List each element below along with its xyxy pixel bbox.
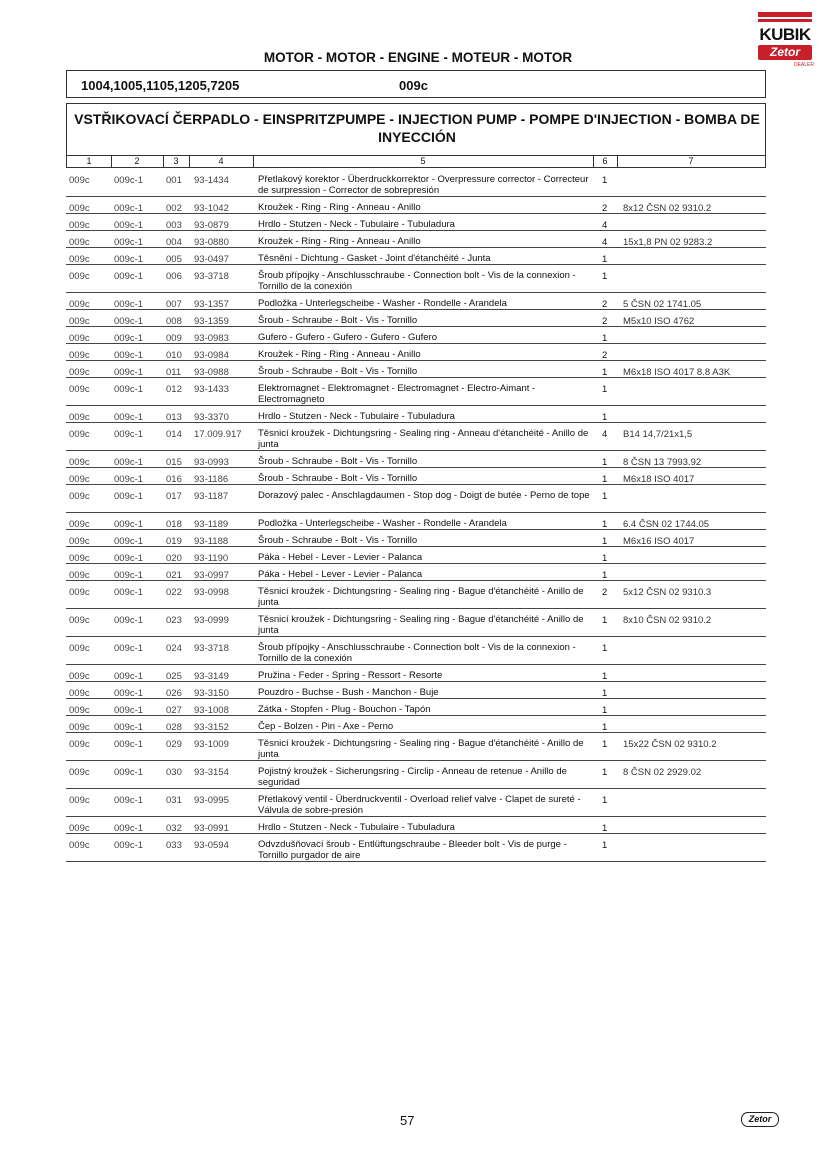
logo-zetor: Zetor [758, 45, 812, 60]
cell-part-number: 93-1189 [194, 519, 229, 530]
table-row [66, 664, 766, 682]
cell-position: 025 [166, 671, 182, 682]
cell-position: 024 [166, 643, 182, 654]
cell-position: 028 [166, 722, 182, 733]
cell-description: Elektromagnet - Elektromagnet - Electromagnet - Electro-Aimant - Electromagneto [258, 383, 536, 405]
cell-description: Dorazový palec - Anschlagdaumen - Stop dog - Doigt de butée - Perno de tope [258, 490, 590, 501]
cell-note: M6x18 ISO 4017 8.8 A3K [623, 367, 731, 378]
cell-quantity: 1 [602, 722, 608, 733]
cell-position: 031 [166, 795, 182, 806]
cell-note: 8x12 ČSN 02 9310.2 [623, 203, 712, 214]
cell-part-number: 93-1187 [194, 491, 229, 502]
cell-description: Pojistný kroužek - Sicherungsring - Circlip - Anneau de retenue - Anillo de seguridad [258, 766, 567, 788]
cell-section: 009c [69, 840, 90, 851]
cell-quantity: 1 [602, 643, 608, 654]
cell-description: Těsnicí kroužek - Dichtungsring - Sealing ring - Bague d'étanchéité - Anillo de junta [258, 614, 584, 636]
cell-figure: 009c-1 [114, 553, 144, 564]
cell-figure: 009c-1 [114, 384, 144, 395]
cell-figure: 009c-1 [114, 350, 144, 361]
cell-figure: 009c-1 [114, 722, 144, 733]
table-row [66, 563, 766, 581]
cell-description: Odvzdušňovací šroub - Entlüftungschraube - Bleeder bolt - Vis de purge - Tornillo purgador de aire [258, 839, 567, 861]
cell-quantity: 4 [602, 429, 608, 440]
cell-figure: 009c-1 [114, 739, 144, 750]
table-row [66, 833, 766, 862]
cell-section: 009c [69, 767, 90, 778]
cell-position: 032 [166, 823, 182, 834]
cell-position: 022 [166, 587, 182, 598]
cell-figure: 009c-1 [114, 536, 144, 547]
cell-description: Zátka - Stopfen - Plug - Bouchon - Tapón [258, 704, 431, 715]
cell-position: 019 [166, 536, 182, 547]
table-row [66, 529, 766, 547]
cell-description: Šroub - Schraube - Bolt - Vis - Tornillo [258, 535, 418, 546]
col-header-7: 7 [688, 156, 694, 166]
cell-figure: 009c-1 [114, 643, 144, 654]
cell-figure: 009c-1 [114, 587, 144, 598]
cell-part-number: 93-0998 [194, 587, 229, 598]
cell-description: Šroub - Schraube - Bolt - Vis - Tornillo [258, 473, 418, 484]
cell-position: 012 [166, 384, 182, 395]
part-title [67, 110, 767, 146]
cell-figure: 009c-1 [114, 333, 144, 344]
cell-quantity: 1 [602, 457, 608, 468]
cell-figure: 009c-1 [114, 367, 144, 378]
cell-section: 009c [69, 671, 90, 682]
cell-position: 010 [166, 350, 182, 361]
table-row [66, 360, 766, 378]
cell-quantity: 1 [602, 519, 608, 530]
cell-section: 009c [69, 429, 90, 440]
cell-description: Hrdlo - Stutzen - Neck - Tubulaire - Tubuladura [258, 411, 455, 422]
cell-quantity: 1 [602, 570, 608, 581]
cell-part-number: 17.009.917 [194, 429, 242, 440]
cell-figure: 009c-1 [114, 688, 144, 699]
cell-section: 009c [69, 203, 90, 214]
cell-figure: 009c-1 [114, 299, 144, 310]
cell-section: 009c [69, 474, 90, 485]
table-row [66, 326, 766, 344]
cell-figure: 009c-1 [114, 705, 144, 716]
cell-section: 009c [69, 457, 90, 468]
cell-quantity: 1 [602, 271, 608, 282]
cell-description: Šroub - Schraube - Bolt - Vis - Tornillo [258, 366, 418, 377]
table-row [66, 816, 766, 834]
col-header-2: 2 [134, 156, 140, 166]
cell-part-number: 93-0995 [194, 795, 229, 806]
table-row [66, 760, 766, 789]
cell-part-number: 93-3370 [194, 412, 229, 423]
cell-description: Šroub přípojky - Anschlusschraube - Connection bolt - Vis de la connexion - Tornillo de la conexión [258, 270, 576, 292]
cell-position: 002 [166, 203, 182, 214]
logo-stripes [758, 12, 812, 22]
models-box [66, 70, 766, 98]
cell-note: M5x10 ISO 4762 [623, 316, 695, 327]
cell-quantity: 1 [602, 384, 608, 395]
table-row [66, 309, 766, 327]
cell-part-number: 93-3152 [194, 722, 229, 733]
col-header-3: 3 [173, 156, 179, 166]
table-row [66, 422, 766, 451]
table-header [66, 155, 766, 168]
table-row [66, 247, 766, 265]
cell-part-number: 93-0983 [194, 333, 229, 344]
cell-section: 009c [69, 333, 90, 344]
table-row [66, 213, 766, 231]
cell-note: 6.4 ČSN 02 1744.05 [623, 519, 710, 530]
cell-quantity: 2 [602, 350, 608, 361]
cell-note: 5x12 ČSN 02 9310.3 [623, 587, 712, 598]
cell-part-number: 93-3718 [194, 643, 229, 654]
cell-description: Těsnicí kroužek - Dichtungsring - Sealing ring - Bague d'étanchéité - Anillo de junta [258, 586, 584, 608]
cell-figure: 009c-1 [114, 671, 144, 682]
table-row [66, 608, 766, 637]
page-title: MOTOR - MOTOR - ENGINE - MOTEUR - MOTOR [263, 50, 573, 65]
cell-description: Hrdlo - Stutzen - Neck - Tubulaire - Tubuladura [258, 219, 455, 230]
cell-description: Přetlakový korektor - Überdruckkorrektor - Overpressure corrector - Correcteur de surpression - Corrector de sobrepresión [258, 174, 589, 196]
cell-section: 009c [69, 570, 90, 581]
cell-figure: 009c-1 [114, 840, 144, 851]
cell-section: 009c [69, 722, 90, 733]
table-row [66, 292, 766, 310]
cell-part-number: 93-1042 [194, 203, 229, 214]
cell-quantity: 1 [602, 688, 608, 699]
cell-description: Podložka - Unterlegscheibe - Washer - Rondelle - Arandela [258, 518, 507, 529]
cell-description: Páka - Hebel - Lever - Levier - Palanca [258, 569, 423, 580]
cell-note: M6x18 ISO 4017 [623, 474, 695, 485]
page-number: 57 [400, 1113, 415, 1128]
cell-quantity: 2 [602, 203, 608, 214]
cell-note: 5 ČSN 02 1741.05 [623, 299, 702, 310]
cell-quantity: 4 [602, 220, 608, 231]
table-row [66, 512, 766, 530]
cell-position: 004 [166, 237, 182, 248]
cell-quantity: 1 [602, 412, 608, 423]
cell-section: 009c [69, 299, 90, 310]
cell-description: Šroub - Schraube - Bolt - Vis - Tornillo [258, 456, 418, 467]
cell-figure: 009c-1 [114, 220, 144, 231]
cell-section: 009c [69, 519, 90, 530]
cell-section: 009c [69, 367, 90, 378]
part-title-line1: VSTŘIKOVACÍ ČERPADLO - EINSPRITZPUMPE - INJECTION PUMP - POMPE D'INJECTION - BOMBA DE [74, 111, 760, 127]
table-row [66, 732, 766, 761]
cell-description: Pouzdro - Buchse - Bush - Manchon - Buje [258, 687, 439, 698]
cell-section: 009c [69, 795, 90, 806]
cell-part-number: 93-0879 [194, 220, 229, 231]
cell-figure: 009c-1 [114, 570, 144, 581]
cell-position: 001 [166, 175, 182, 186]
cell-figure: 009c-1 [114, 175, 144, 186]
cell-quantity: 1 [602, 705, 608, 716]
cell-description: Kroužek - Ring - Ring - Anneau - Anillo [258, 349, 421, 360]
cell-figure: 009c-1 [114, 491, 144, 502]
cell-section: 009c [69, 739, 90, 750]
cell-figure: 009c-1 [114, 203, 144, 214]
cell-figure: 009c-1 [114, 767, 144, 778]
cell-quantity: 1 [602, 536, 608, 547]
cell-part-number: 93-0993 [194, 457, 229, 468]
table-row [66, 264, 766, 293]
cell-position: 007 [166, 299, 182, 310]
cell-quantity: 1 [602, 474, 608, 485]
cell-position: 026 [166, 688, 182, 699]
cell-position: 016 [166, 474, 182, 485]
table-row [66, 546, 766, 564]
cell-description: Těsnicí kroužek - Dichtungsring - Sealing ring - Bague d'étanchéité - Anillo de junta [258, 738, 584, 760]
models-list: 1004,1005,1105,1205,7205 [81, 78, 240, 93]
group-code: 009c [399, 78, 428, 93]
cell-quantity: 1 [602, 840, 608, 851]
cell-part-number: 93-1357 [194, 299, 229, 310]
cell-part-number: 93-0988 [194, 367, 229, 378]
cell-description: Těsnicí kroužek - Dichtungsring - Sealing ring - Anneau d'étanchéité - Anillo de junta [258, 428, 589, 450]
cell-quantity: 1 [602, 795, 608, 806]
cell-figure: 009c-1 [114, 615, 144, 626]
table-row [66, 343, 766, 361]
cell-part-number: 93-3154 [194, 767, 229, 778]
cell-part-number: 93-1359 [194, 316, 229, 327]
cell-figure: 009c-1 [114, 316, 144, 327]
part-title-line2: INYECCIÓN [378, 129, 456, 145]
cell-position: 005 [166, 254, 182, 265]
cell-figure: 009c-1 [114, 412, 144, 423]
cell-quantity: 1 [602, 333, 608, 344]
cell-quantity: 1 [602, 175, 608, 186]
cell-quantity: 1 [602, 553, 608, 564]
cell-section: 009c [69, 237, 90, 248]
cell-quantity: 1 [602, 491, 608, 502]
cell-part-number: 93-0984 [194, 350, 229, 361]
cell-section: 009c [69, 254, 90, 265]
cell-figure: 009c-1 [114, 271, 144, 282]
cell-position: 009 [166, 333, 182, 344]
cell-section: 009c [69, 384, 90, 395]
cell-position: 018 [166, 519, 182, 530]
cell-description: Šroub přípojky - Anschlusschraube - Connection bolt - Vis de la connexion - Tornillo de la conexión [258, 642, 576, 664]
cell-part-number: 93-0991 [194, 823, 229, 834]
cell-section: 009c [69, 615, 90, 626]
cell-position: 013 [166, 412, 182, 423]
cell-description: Šroub - Schraube - Bolt - Vis - Tornillo [258, 315, 418, 326]
cell-part-number: 93-3149 [194, 671, 229, 682]
cell-description: Páka - Hebel - Lever - Levier - Palanca [258, 552, 423, 563]
cell-section: 009c [69, 536, 90, 547]
table-row [66, 467, 766, 485]
cell-figure: 009c-1 [114, 474, 144, 485]
part-title-box [66, 103, 766, 155]
table-row [66, 377, 766, 406]
cell-part-number: 93-1190 [194, 553, 229, 564]
table-row [66, 405, 766, 423]
cell-figure: 009c-1 [114, 237, 144, 248]
table-row [66, 715, 766, 733]
cell-part-number: 93-1008 [194, 705, 229, 716]
cell-position: 033 [166, 840, 182, 851]
cell-description: Kroužek - Ring - Ring - Anneau - Anillo [258, 236, 421, 247]
cell-section: 009c [69, 643, 90, 654]
cell-description: Kroužek - Ring - Ring - Anneau - Anillo [258, 202, 421, 213]
cell-description: Čep - Bolzen - Pin - Axe - Perno [258, 721, 394, 732]
cell-position: 030 [166, 767, 182, 778]
table-row [66, 681, 766, 699]
cell-quantity: 4 [602, 237, 608, 248]
zetor-footer-logo: Zetor [741, 1112, 779, 1127]
cell-figure: 009c-1 [114, 823, 144, 834]
col-header-4: 4 [218, 156, 224, 166]
cell-quantity: 2 [602, 316, 608, 327]
cell-part-number: 93-0999 [194, 615, 229, 626]
table-row [66, 196, 766, 214]
cell-description: Hrdlo - Stutzen - Neck - Tubulaire - Tubuladura [258, 822, 455, 833]
cell-quantity: 2 [602, 299, 608, 310]
cell-figure: 009c-1 [114, 519, 144, 530]
cell-section: 009c [69, 350, 90, 361]
cell-section: 009c [69, 271, 90, 282]
cell-figure: 009c-1 [114, 429, 144, 440]
cell-section: 009c [69, 823, 90, 834]
cell-position: 029 [166, 739, 182, 750]
cell-quantity: 1 [602, 767, 608, 778]
cell-section: 009c [69, 491, 90, 502]
cell-quantity: 1 [602, 254, 608, 265]
table-row [66, 230, 766, 248]
cell-note: 8x10 ČSN 02 9310.2 [623, 615, 712, 626]
cell-part-number: 93-1009 [194, 739, 229, 750]
cell-section: 009c [69, 705, 90, 716]
cell-position: 017 [166, 491, 182, 502]
cell-note: B14 14,7/21x1,5 [623, 429, 693, 440]
cell-description: Podložka - Unterlegscheibe - Washer - Rondelle - Arandela [258, 298, 507, 309]
cell-position: 015 [166, 457, 182, 468]
table-row [66, 788, 766, 817]
table-row [66, 168, 766, 197]
cell-figure: 009c-1 [114, 457, 144, 468]
cell-section: 009c [69, 688, 90, 699]
cell-note: 15x1,8 PN 02 9283.2 [623, 237, 713, 248]
cell-position: 020 [166, 553, 182, 564]
cell-quantity: 1 [602, 367, 608, 378]
cell-section: 009c [69, 412, 90, 423]
table-row [66, 450, 766, 468]
cell-description: Přetlakový ventil - Überdruckventil - Overload relief valve - Clapet de sureté - Válvula de sobre-presión [258, 794, 581, 816]
cell-section: 009c [69, 316, 90, 327]
cell-quantity: 1 [602, 823, 608, 834]
cell-description: Pružina - Feder - Spring - Ressort - Resorte [258, 670, 443, 681]
cell-part-number: 93-0997 [194, 570, 229, 581]
cell-figure: 009c-1 [114, 795, 144, 806]
cell-section: 009c [69, 175, 90, 186]
cell-section: 009c [69, 587, 90, 598]
table-row [66, 580, 766, 609]
cell-quantity: 2 [602, 587, 608, 598]
cell-position: 008 [166, 316, 182, 327]
table-row [66, 484, 766, 513]
table-row [66, 636, 766, 665]
cell-part-number: 93-3150 [194, 688, 229, 699]
logo-brand: KUBIK [759, 25, 811, 44]
logo-dealer: DEALER [793, 62, 814, 68]
cell-part-number: 93-0880 [194, 237, 229, 248]
cell-position: 003 [166, 220, 182, 231]
cell-position: 014 [166, 429, 182, 440]
cell-part-number: 93-1433 [194, 384, 229, 395]
cell-note: M6x16 ISO 4017 [623, 536, 695, 547]
cell-quantity: 1 [602, 671, 608, 682]
cell-part-number: 93-1188 [194, 536, 229, 547]
cell-quantity: 1 [602, 615, 608, 626]
table-row [66, 698, 766, 716]
cell-quantity: 1 [602, 739, 608, 750]
col-header-6: 6 [602, 156, 608, 166]
col-header-5: 5 [420, 156, 426, 166]
cell-position: 023 [166, 615, 182, 626]
cell-position: 011 [166, 367, 182, 378]
col-header-1: 1 [86, 156, 92, 166]
cell-position: 006 [166, 271, 182, 282]
cell-part-number: 93-0594 [194, 840, 229, 851]
cell-note: 15x22 ČSN 02 9310.2 [623, 739, 717, 750]
cell-description: Těsnění - Dichtung - Gasket - Joint d'étanchéité - Junta [258, 253, 491, 264]
cell-part-number: 93-0497 [194, 254, 229, 265]
cell-part-number: 93-1434 [194, 175, 229, 186]
cell-note: 8 ČSN 13 7993.92 [623, 457, 702, 468]
cell-position: 021 [166, 570, 182, 581]
cell-part-number: 93-3718 [194, 271, 229, 282]
cell-description: Gufero - Gufero - Gufero - Gufero - Gufero [258, 332, 437, 343]
cell-note: 8 ČSN 02 2929.02 [623, 767, 702, 778]
cell-figure: 009c-1 [114, 254, 144, 265]
cell-section: 009c [69, 220, 90, 231]
cell-position: 027 [166, 705, 182, 716]
cell-section: 009c [69, 553, 90, 564]
cell-part-number: 93-1186 [194, 474, 229, 485]
